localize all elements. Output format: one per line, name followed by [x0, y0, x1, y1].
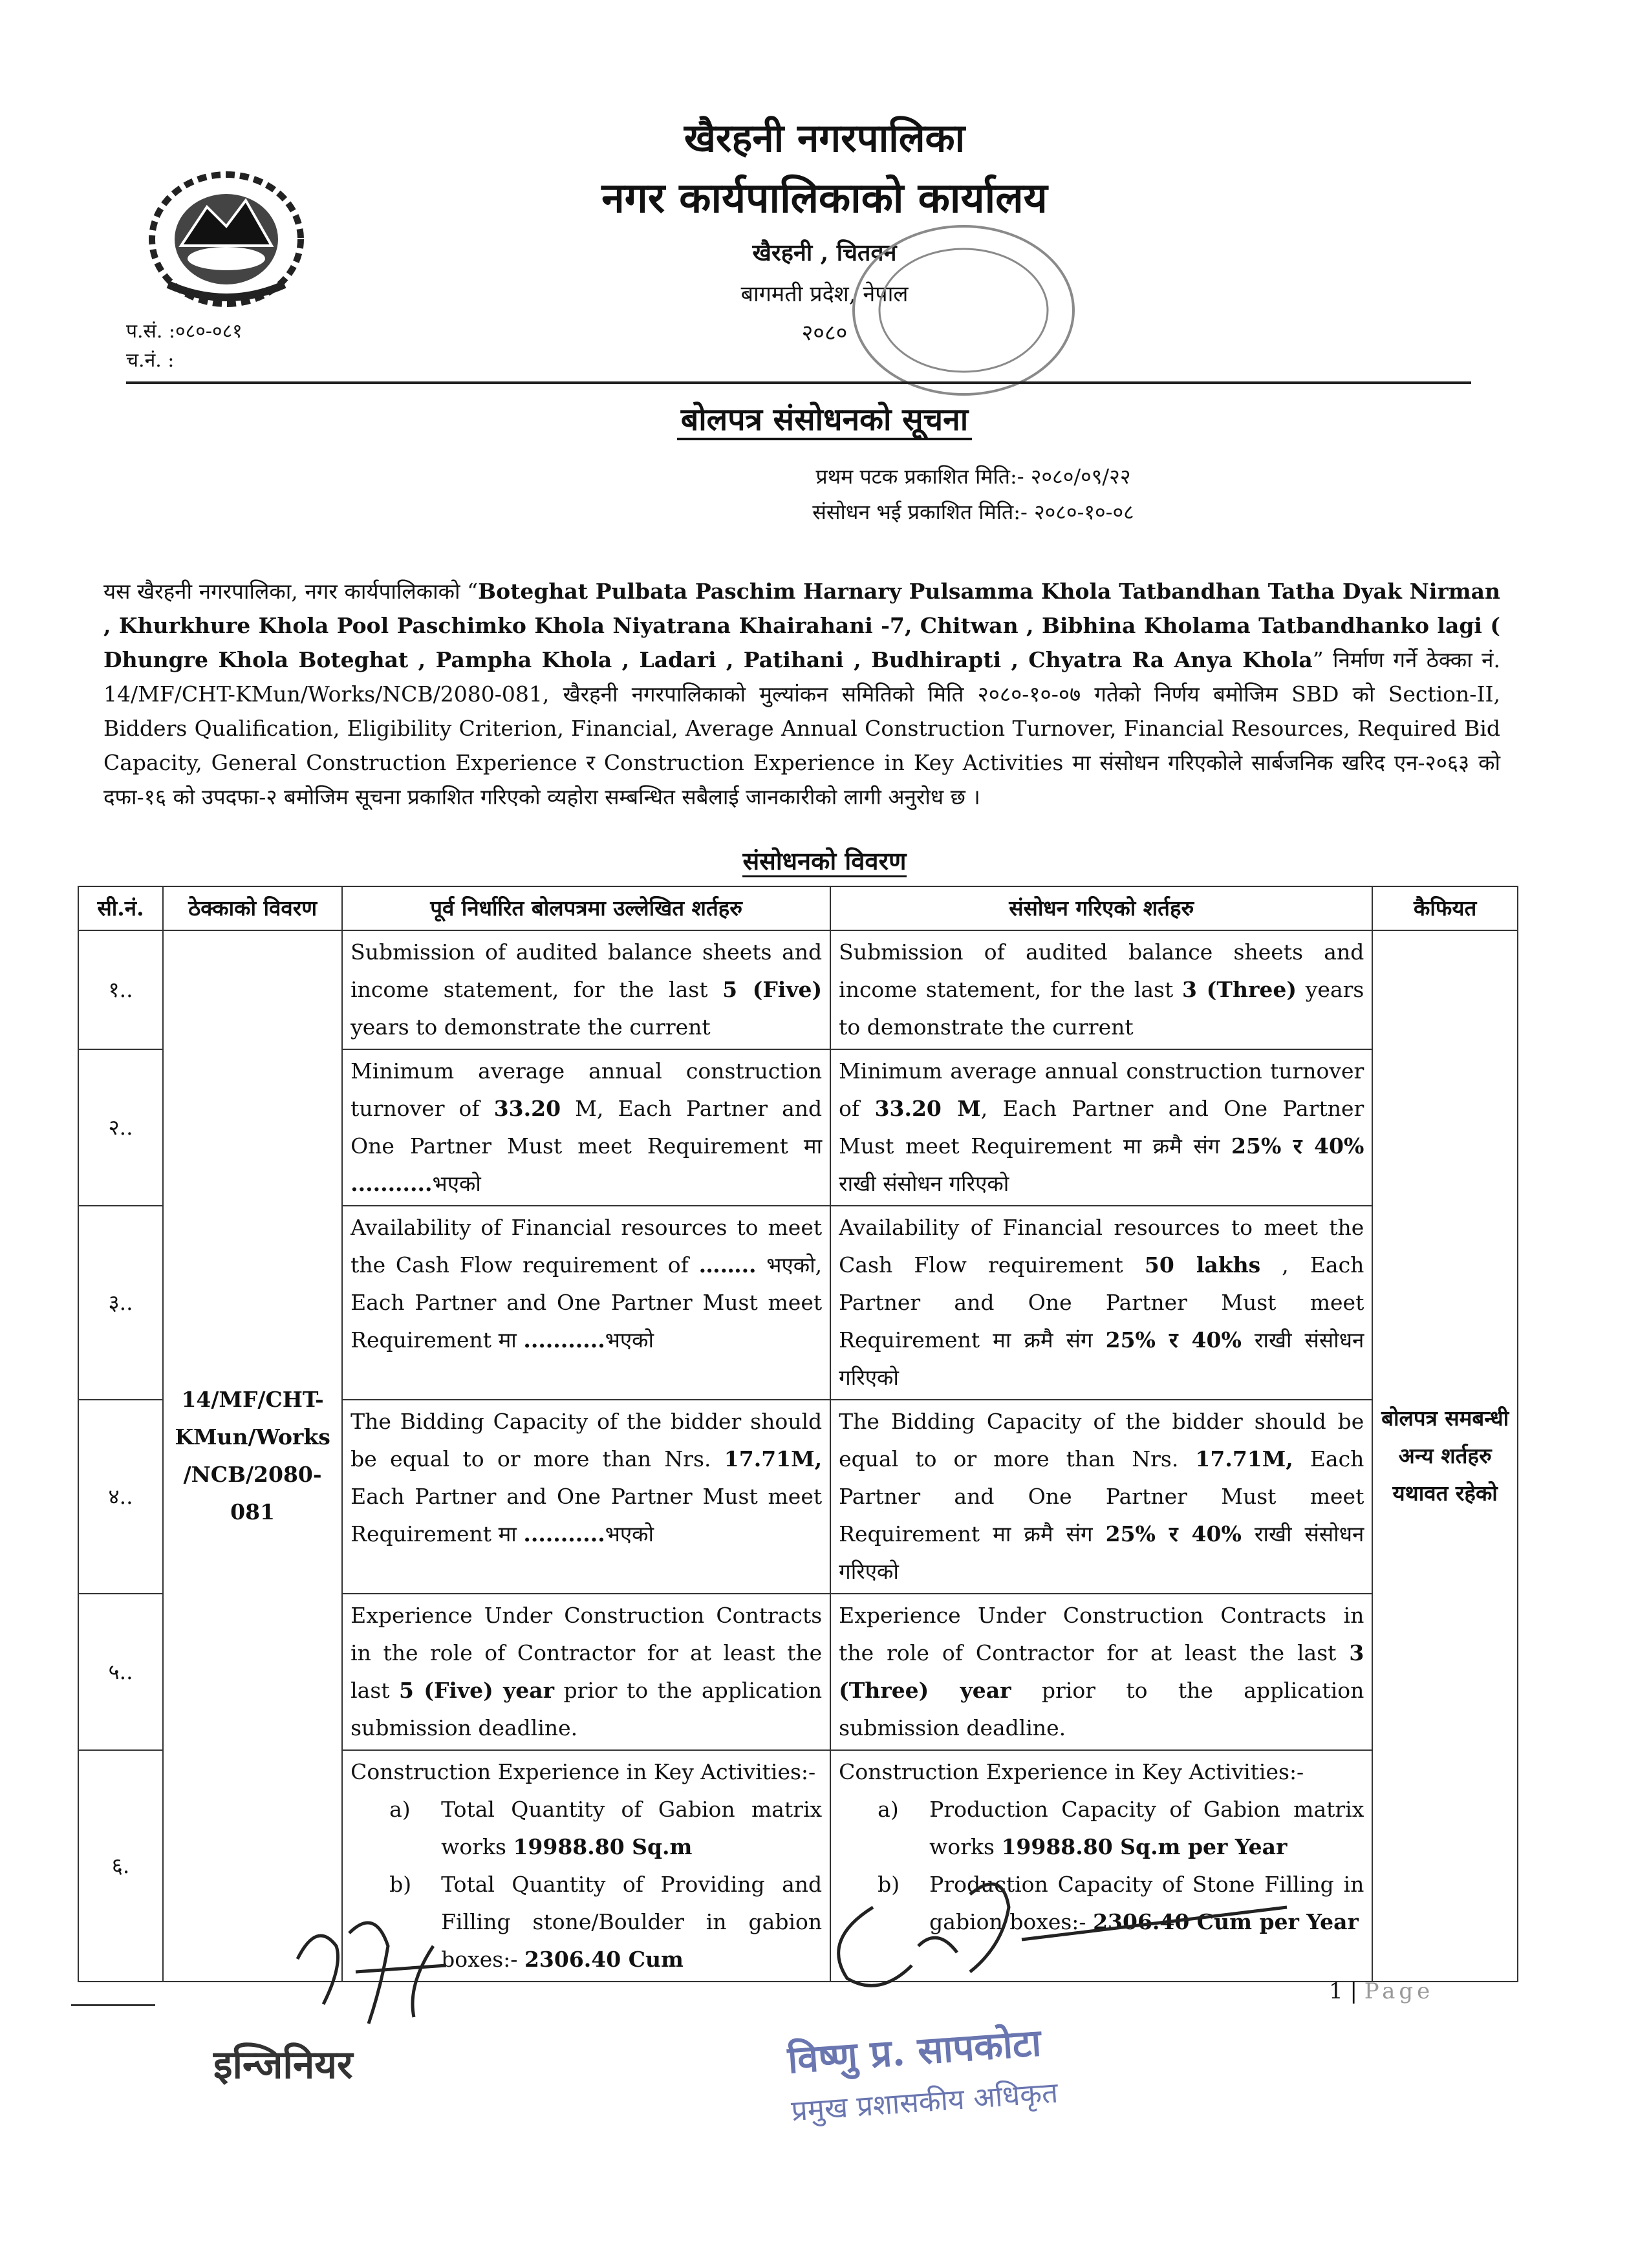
old-term-cell: Availability of Financial resources to meet the Cash Flow requirement of …….. भएको, Each Partner and One Partner Must meet Requirement मा ...........भएको [342, 1206, 830, 1400]
new-key-activities-heading: Construction Experience in Key Activities:- [839, 1759, 1304, 1784]
table-header-row [78, 886, 1518, 930]
old-key-activities-heading: Construction Experience in Key Activities:- [350, 1759, 816, 1784]
engineer-label: इन्जिनियर [213, 2042, 353, 2088]
table-row [78, 930, 1518, 1049]
dispatch-number: च.नं. : [126, 349, 175, 372]
new-term-cell: Submission of audited balance sheets and income statement, for the last 3 (Three) years to demonstrate the current [830, 930, 1372, 1049]
header-year: २०८० [801, 320, 848, 346]
new-term-cell: Availability of Financial resources to meet the Cash Flow requirement 50 lakhs , Each Partner and One Partner Must meet Requirement मा क्रमै संग 25% र 40% राखी संसोधन गरिएको [830, 1206, 1372, 1400]
office-name: नगर कार्यपालिकाको कार्यालय [601, 174, 1048, 222]
new-key-activity-item: a) Production Capacity of Gabion matrix works 19988.80 Sq.m per Year [878, 1797, 1364, 1859]
contract-reference: 14/MF/CHT-KMun/Works /NCB/2080-081 [163, 930, 342, 1982]
remarks-cell: बोलपत्र समबन्धी अन्य शर्तहरु यथावत रहेको [1372, 930, 1518, 1982]
old-key-activity-item: b) Total Quantity of Providing and Filling stone/Boulder in gabion boxes:- 2306.40 Cum [389, 1872, 823, 1972]
officer-role: प्रमुख प्रशासकीय अधिकृत [790, 2076, 1059, 2128]
officer-signature [808, 1868, 1300, 2011]
old-term-cell: Minimum average annual construction turnover of 33.20 M, Each Partner and One Partner Must meet Requirement मा ...........भएको [342, 1049, 830, 1206]
old-term-cell: Submission of audited balance sheets and income statement, for the last 5 (Five) years to demonstrate the current [342, 930, 830, 1049]
officer-name-stamp [786, 2015, 1059, 2129]
row-sn: ४.. [78, 1400, 163, 1594]
notice-body: यस खैरहनी नगरपालिका, नगर कार्यपालिकाको “Boteghat Pulbata Paschim Harnary Pulsamma Khola Tatbandhan Tatha Dyak Nirman , Khurkhure Khola Pool Paschimko Khola Niyatrana Khairahani -7, Chitwan , Bibhina Kholama Tatbandhanko lagi ( Dhungre Khola Boteghat , Pampha Khola , Ladari , Patihani , Budhirapti , Chyatra Ra Anya Khola” निर्माण गर्ने ठेक्का नं. 14/MF/CHT-KMun/Works/NCB/2080-081, खैरहनी नगरपालिकाको मुल्यांकन समितिको मिति २०८०-१०-०७ गतेको निर्णय बमोजिम SBD को Section-II, Bidders Qualification, Eligibility Criterion, Financial, Average Annual Construction Turnover, Financial Resources, Required Bid Capacity, General Construction Experience र Construction Experience in Key Activities मा संसोधन गरिएकोले सार्बजनिक खरिद एन-२०६३ को दफा-१६ को उपदफा-२ बमोजिम सूचना प्रकाशित गरिएको व्यहोरा सम्बन्धित सबैलाई जानकारीको लागी अनुरोध छ । [103, 579, 1501, 809]
office-round-stamp [841, 213, 1086, 407]
col-header-old-terms: पूर्व निर्धारित बोलपत्रमा उल्लेखित शर्तहरु [342, 886, 830, 930]
engineer-signature [278, 1907, 491, 2037]
notice-title: बोलपत्र संसोधनको सूचना [0, 398, 1649, 440]
officer-name: विष्णु प्र. सापकोटा [786, 2020, 1043, 2082]
amended-published-date: संसोधन भई प्रकाशित मिति:- २०८०-१०-०८ [812, 500, 1134, 524]
row-sn: २.. [78, 1049, 163, 1206]
row-sn: ६. [78, 1750, 163, 1982]
row-sn: ३.. [78, 1206, 163, 1400]
office-location: खैरहनी , चितवन [752, 239, 897, 266]
page-number: 1 | Page [1329, 1978, 1434, 2004]
new-term-cell: Experience Under Construction Contracts in the role of Contractor for at least the last 3 (Three) year prior to the application submission deadline. [830, 1594, 1372, 1750]
amendment-table [78, 886, 1518, 1982]
new-key-activity-item: b) Production Capacity of Stone Filling in gabion boxes:- 2306.40 Cum per Year [878, 1872, 1364, 1934]
municipality-name: खैरहनी नगरपालिका [684, 116, 965, 161]
first-published-date: प्रथम पटक प्रकाशित मिति:- २०८०/०९/२२ [815, 464, 1131, 489]
old-term-cell: Experience Under Construction Contracts in the role of Contractor for at least the last 5 (Five) year prior to the application submission deadline. [342, 1594, 830, 1750]
amendment-details-title: संसोधनको विवरण [0, 844, 1649, 877]
row-sn: ५.. [78, 1594, 163, 1750]
col-header-sn: सी.नं. [78, 886, 163, 930]
new-term-cell: Minimum average annual construction turnover of 33.20 M, Each Partner and One Partner Must meet Requirement मा क्रमै संग 25% र 40% राखी संसोधन गरिएको [830, 1049, 1372, 1206]
header-divider [126, 381, 1471, 384]
province-country: बागमती प्रदेश, नेपाल [740, 281, 909, 307]
col-header-new-terms: संसोधन गरिएको शर्तहरु [830, 886, 1372, 930]
footer-line [71, 2004, 155, 2006]
old-key-activity-item: a) Total Quantity of Gabion matrix works 19988.80 Sq.m [389, 1797, 823, 1859]
col-header-contract: ठेक्काको विवरण [163, 886, 342, 930]
col-header-remarks: कैफियत [1372, 886, 1518, 930]
new-term-cell: The Bidding Capacity of the bidder should be equal to or more than Nrs. 17.71M, Each Partner and One Partner Must meet Requirement मा क्रमै संग 25% र 40% राखी संसोधन गरिएको [830, 1400, 1372, 1594]
reference-number: प.सं. :०८०-०८१ [126, 320, 242, 343]
row-sn: १.. [78, 930, 163, 1049]
old-term-cell: The Bidding Capacity of the bidder should be equal to or more than Nrs. 17.71M, Each Partner and One Partner Must meet Requirement मा ...........भएको [342, 1400, 830, 1594]
